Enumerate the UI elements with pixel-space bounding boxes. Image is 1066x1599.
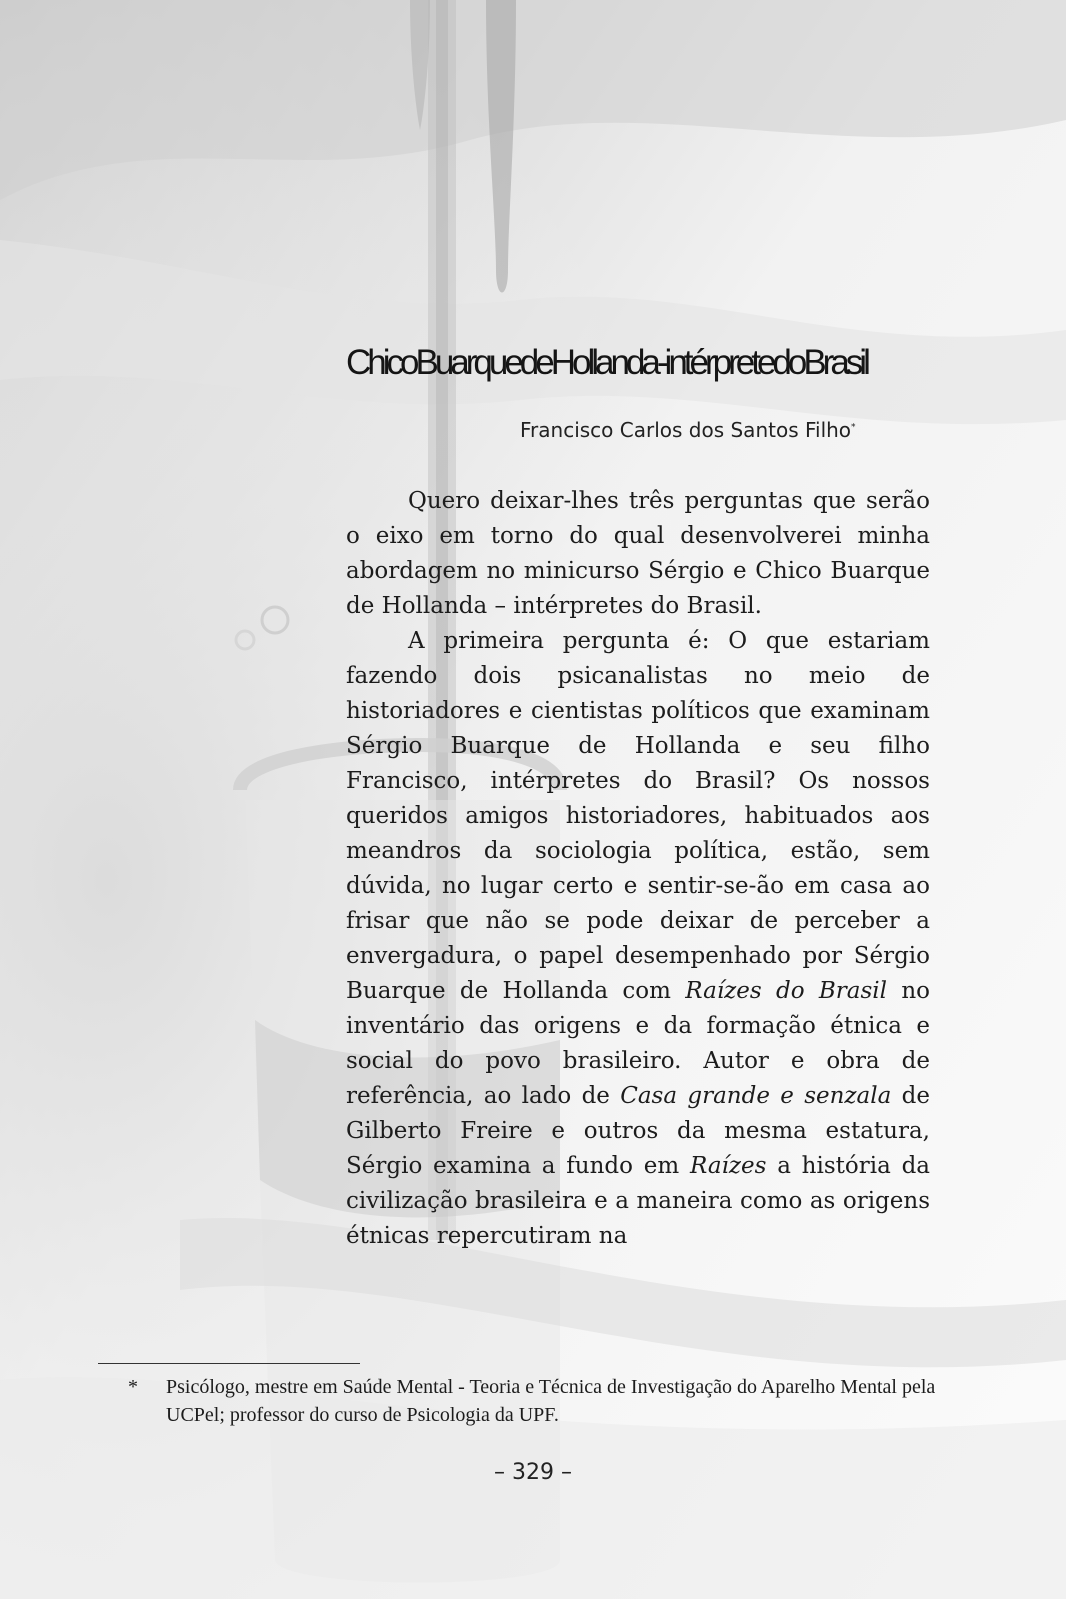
paragraph-2: [346, 624, 930, 1254]
footnote-mark: *: [128, 1376, 138, 1398]
paragraph-2-text-a: A primeira pergunta é: O que estariam fazendo dois psicanalistas no meio de historiadores e cientistas políticos que examinam Sérgio Buarque de Hollanda e seu filho Francisco, intérpretes do Brasil? Os nossos queridos amigos historiadores, habituados aos meandros da sociologia política, estão, sem dúvida, no lugar certo e sentir-se-ão em casa ao frisar que não se pode deixar de perceber a envergadura, o papel desempenhado por Sérgio Buarque de Hollanda com: [346, 628, 930, 1004]
paragraph-2-text-e: de Gilberto Freire e outros da mesma estatura, Sérgio examina a fundo em: [346, 1083, 931, 1179]
book-title-raizes: Raízes: [689, 1153, 767, 1179]
author-name: Francisco Carlos dos Santos Filho: [520, 418, 852, 442]
footnote-text: Psicólogo, mestre em Saúde Mental - Teoria e Técnica de Investigação do Aparelho Mental pela UCPel; professor do curso de Psicologia da UPF.: [166, 1376, 936, 1426]
paragraph-2-text-c: no inventário das origens e da formação étnica e social do povo brasileiro. Autor e obra de referência, ao lado de: [346, 978, 931, 1109]
book-title-raizes-do-brasil: Raízes do Brasil: [685, 978, 888, 1004]
article-title: ChicoBuarquedeHollanda-intérpretedoBrasil: [346, 343, 867, 382]
footnote-divider: [98, 1363, 360, 1364]
page-number: – 329 –: [494, 1460, 572, 1485]
author-footnote-mark: *: [851, 422, 856, 433]
book-title-casa-grande: Casa grande e senzala: [620, 1083, 892, 1109]
paragraph-1: Quero deixar-lhes três perguntas que serão o eixo em torno do qual desenvolverei minha abordagem no minicurso Sérgio e Chico Buarque de Hollanda – intérpretes do Brasil.: [346, 488, 930, 619]
article-body: [346, 484, 930, 1254]
paragraph-2-text-g: a história da civilização brasileira e a maneira como as origens étnicas repercutiram na: [346, 1153, 931, 1249]
footnote: [128, 1373, 938, 1429]
article-author: [520, 418, 920, 442]
